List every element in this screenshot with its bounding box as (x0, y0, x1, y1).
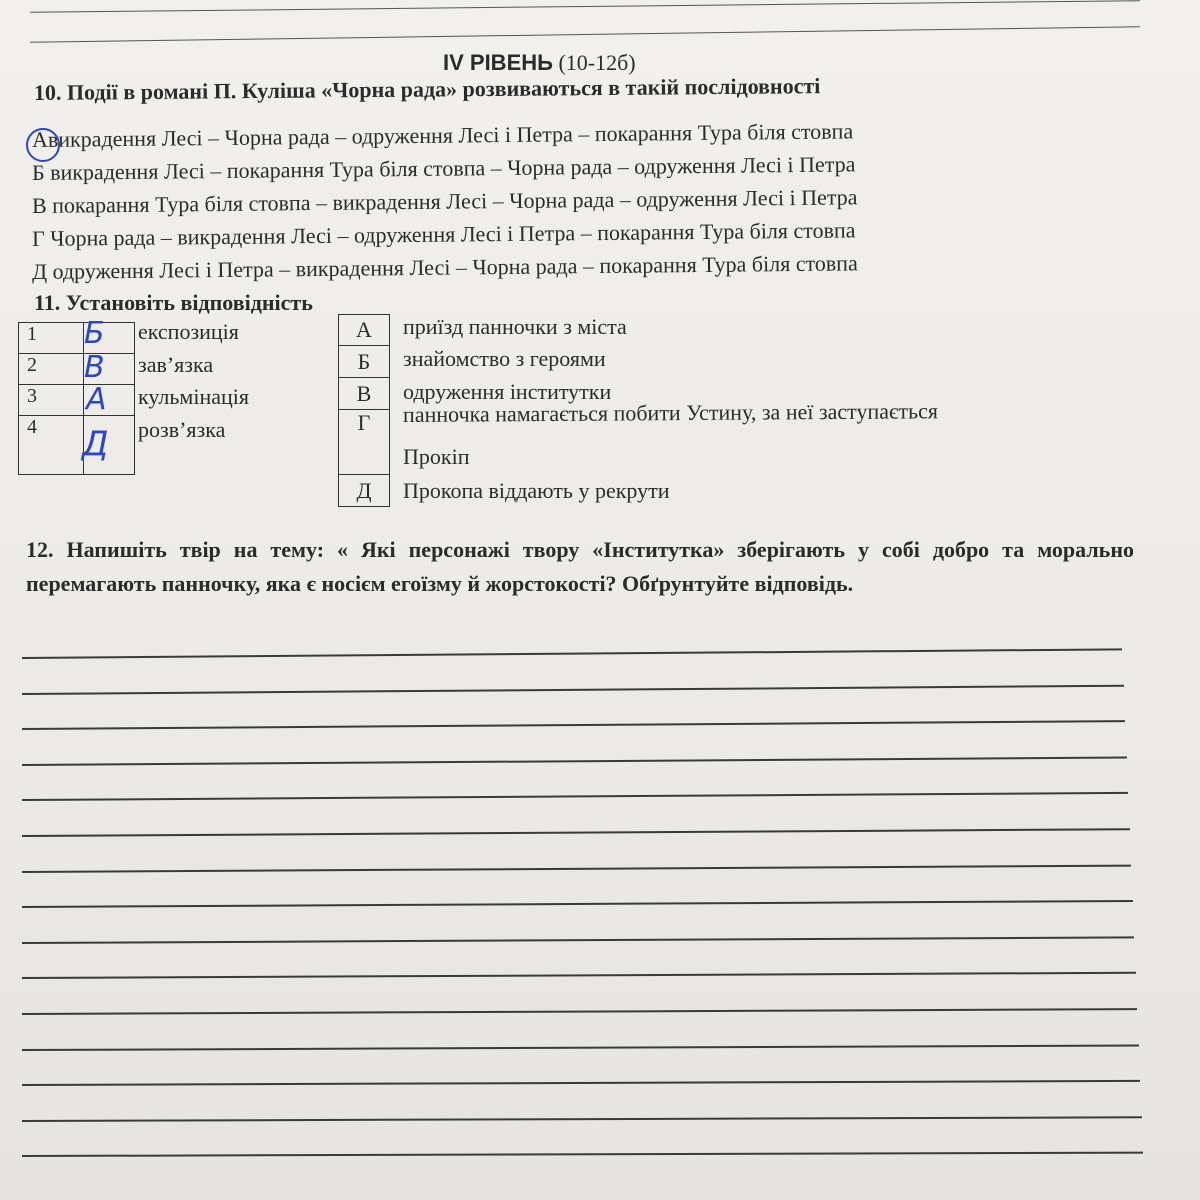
answer-line (22, 1152, 1143, 1157)
answer-line (22, 720, 1125, 729)
term-plot-start: зав’язка (138, 352, 214, 377)
option-letter: Б (339, 346, 390, 378)
option-letter: Г (31, 225, 45, 251)
term-resolution: розв’язка (138, 417, 226, 442)
q10-option-h (32, 217, 856, 252)
table-row (339, 346, 390, 378)
q10-option-b (32, 151, 856, 186)
option-letter: Д (339, 475, 390, 507)
level-points: (10-12б) (558, 50, 636, 75)
option-letter: Д (31, 258, 48, 284)
table-row (19, 385, 135, 416)
answer-circle-mark (26, 128, 60, 162)
row-number: 2 (19, 354, 84, 385)
level-title: IV РІВЕНЬ (443, 50, 553, 75)
table-row (19, 416, 135, 475)
answer-line (22, 756, 1126, 765)
match-option-a: приїзд панночки з міста (403, 314, 627, 339)
answer-line (22, 936, 1134, 943)
top-rule (30, 0, 1140, 13)
match-option-h-continued: Прокіп (403, 444, 470, 469)
answer-line (22, 1080, 1140, 1086)
match-option-h: панночка намагається побити Устину, за неї заступається (402, 398, 939, 427)
match-option-v: одруження інститутки (403, 379, 612, 404)
level-heading (443, 50, 636, 76)
handwritten-answer-1: Б (84, 316, 105, 351)
answer-line (22, 864, 1131, 872)
option-letter: Б (31, 159, 45, 185)
table-row (19, 323, 135, 354)
matching-left-table (18, 322, 135, 475)
option-letter: В (339, 378, 390, 410)
row-number: 1 (19, 323, 84, 354)
answer-line (22, 1044, 1138, 1050)
option-text: Чорна рада – викрадення Лесі – одруження Лесі і Петра – покарання Тура біля стовпа (50, 217, 856, 251)
matching-right-table (338, 314, 390, 507)
handwritten-answer-3: А (86, 382, 107, 417)
answer-line (22, 1008, 1137, 1014)
answer-line (22, 684, 1123, 694)
q10-option-a (32, 118, 853, 153)
option-letter: Г (339, 410, 390, 475)
answer-line (22, 648, 1122, 658)
answer-line (22, 828, 1129, 836)
handwritten-answer-2: В (84, 350, 105, 385)
answer-line (22, 972, 1135, 979)
option-text: одруження Лесі і Петра – викрадення Лесі – Чорна рада – покарання Тура біля стовпа (52, 250, 858, 284)
option-text: покарання Тура біля стовпа – викрадення Лесі – Чорна рада – одруження Лесі і Петра (52, 184, 858, 218)
answer-line (22, 792, 1128, 801)
term-climax: кульмінація (138, 384, 249, 409)
row-number: 4 (19, 416, 84, 475)
q12-prompt: 12. Напишіть твір на тему: « Які персонажі твору «Інститутка» зберігають у собі добро та морально перемагають панночку, яка є носієм егоїзму й жорстокості? Обґрунтуйте відповідь. (26, 537, 1134, 596)
table-row (339, 315, 390, 346)
q10-option-d (32, 250, 858, 285)
term-exposition: експозиція (138, 319, 239, 344)
table-row (339, 475, 390, 507)
option-letter: А (31, 126, 49, 152)
option-letter: А (339, 315, 390, 346)
q10-option-v (32, 184, 858, 219)
q10-title: 10. Події в романі П. Куліша «Чорна рада» розвиваються в такій послідовності (33, 73, 821, 105)
table-row (339, 410, 390, 475)
match-option-d: Прокопа віддають у рекрути (403, 478, 670, 503)
table-row (339, 378, 390, 410)
answer-line (22, 1116, 1141, 1121)
row-number: 3 (19, 385, 84, 416)
answer-line (22, 900, 1132, 908)
option-letter: В (31, 192, 47, 218)
match-option-b: знайомство з героями (403, 346, 606, 371)
q11-title: 11. Установіть відповідність (34, 290, 313, 315)
option-text: викрадення Лесі – покарання Тура біля стовпа – Чорна рада – одруження Лесі і Петра (50, 151, 856, 185)
top-rule (30, 26, 1140, 42)
table-row (19, 354, 135, 385)
handwritten-answer-4: Д (82, 424, 109, 464)
option-text: викрадення Лесі – Чорна рада – одруження Лесі і Петра – покарання Тура біля стовпа (47, 118, 854, 152)
